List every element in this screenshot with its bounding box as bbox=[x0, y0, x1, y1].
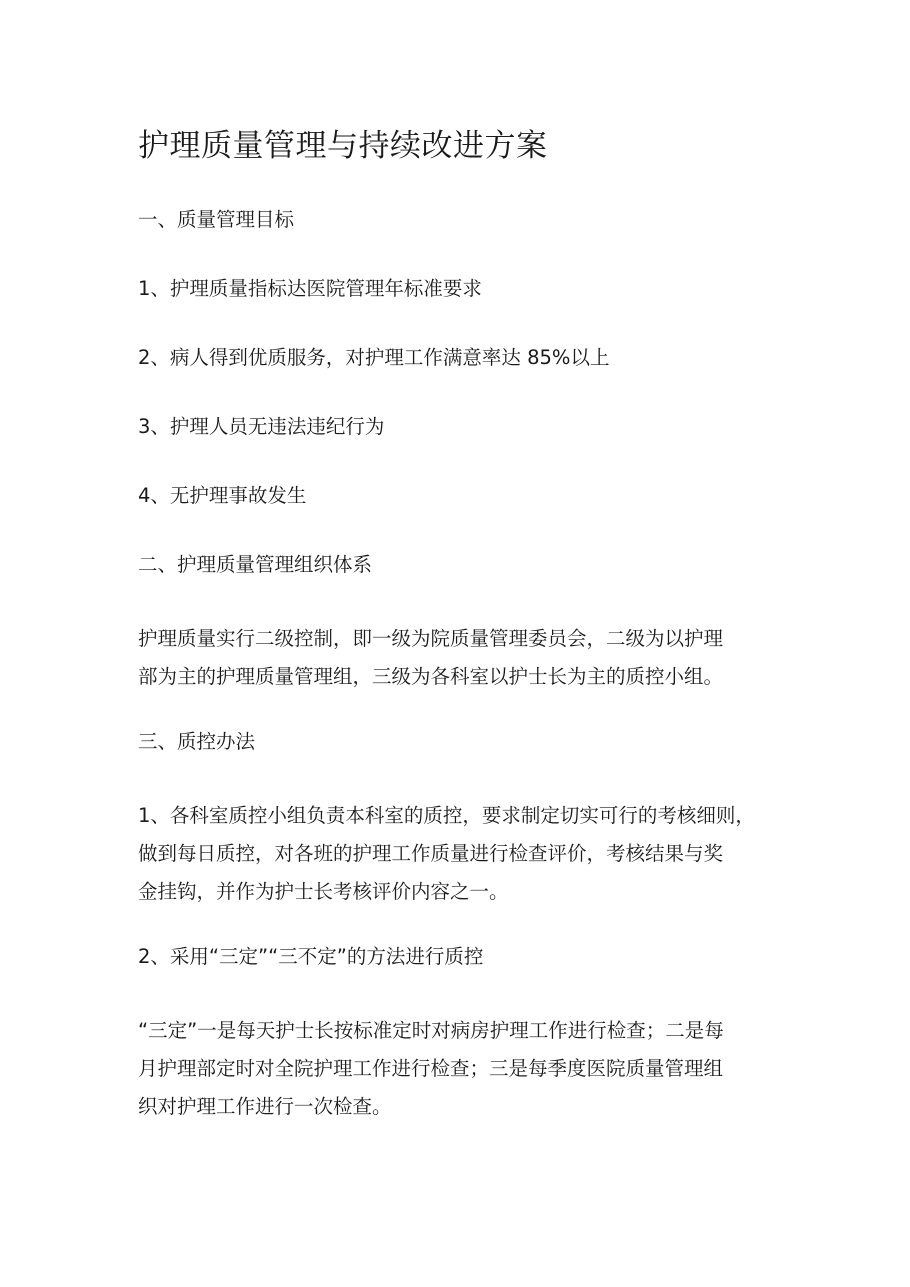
paragraph-line: 做到每日质控，对各班的护理工作质量进行检查评价，考核结果与奖 bbox=[138, 842, 724, 865]
document-body bbox=[138, 120, 788, 1158]
paragraph-line: 金挂钩，并作为护士长考核评价内容之一。 bbox=[138, 880, 509, 903]
paragraph-line: 护理质量实行二级控制，即一级为院质量管理委员会，二级为以护理 bbox=[138, 627, 724, 650]
organization-paragraph bbox=[138, 620, 788, 696]
goal-item-4: 4、无护理事故发生 bbox=[138, 484, 307, 507]
method-item-2-detail bbox=[138, 1012, 788, 1126]
paragraph-line: 1、各科室质控小组负责本科室的质控，要求制定切实可行的考核细则， bbox=[138, 804, 755, 827]
goal-item-3: 3、护理人员无违法违纪行为 bbox=[138, 415, 385, 438]
section-heading-goals: 一、质量管理目标 bbox=[138, 208, 295, 231]
method-item-1 bbox=[138, 797, 788, 911]
document-title: 护理质量管理与持续改进方案 bbox=[138, 128, 548, 164]
method-item-2: 2、采用“三定”“三不定”的方法进行质控 bbox=[138, 945, 484, 968]
goal-item-2: 2、病人得到优质服务，对护理工作满意率达 85%以上 bbox=[138, 346, 610, 369]
paragraph-line: 织对护理工作进行一次检查。 bbox=[138, 1095, 392, 1118]
section-heading-organization: 二、护理质量管理组织体系 bbox=[138, 553, 373, 576]
paragraph-line: “三定”一是每天护士长按标准定时对病房护理工作进行检查；二是每 bbox=[138, 1019, 724, 1042]
paragraph-line: 月护理部定时对全院护理工作进行检查；三是每季度医院质量管理组 bbox=[138, 1057, 724, 1080]
paragraph-line: 部为主的护理质量管理组，三级为各科室以护士长为主的质控小组。 bbox=[138, 665, 724, 688]
section-heading-methods: 三、质控办法 bbox=[138, 730, 256, 753]
goal-item-1: 1、护理质量指标达医院管理年标准要求 bbox=[138, 277, 482, 300]
